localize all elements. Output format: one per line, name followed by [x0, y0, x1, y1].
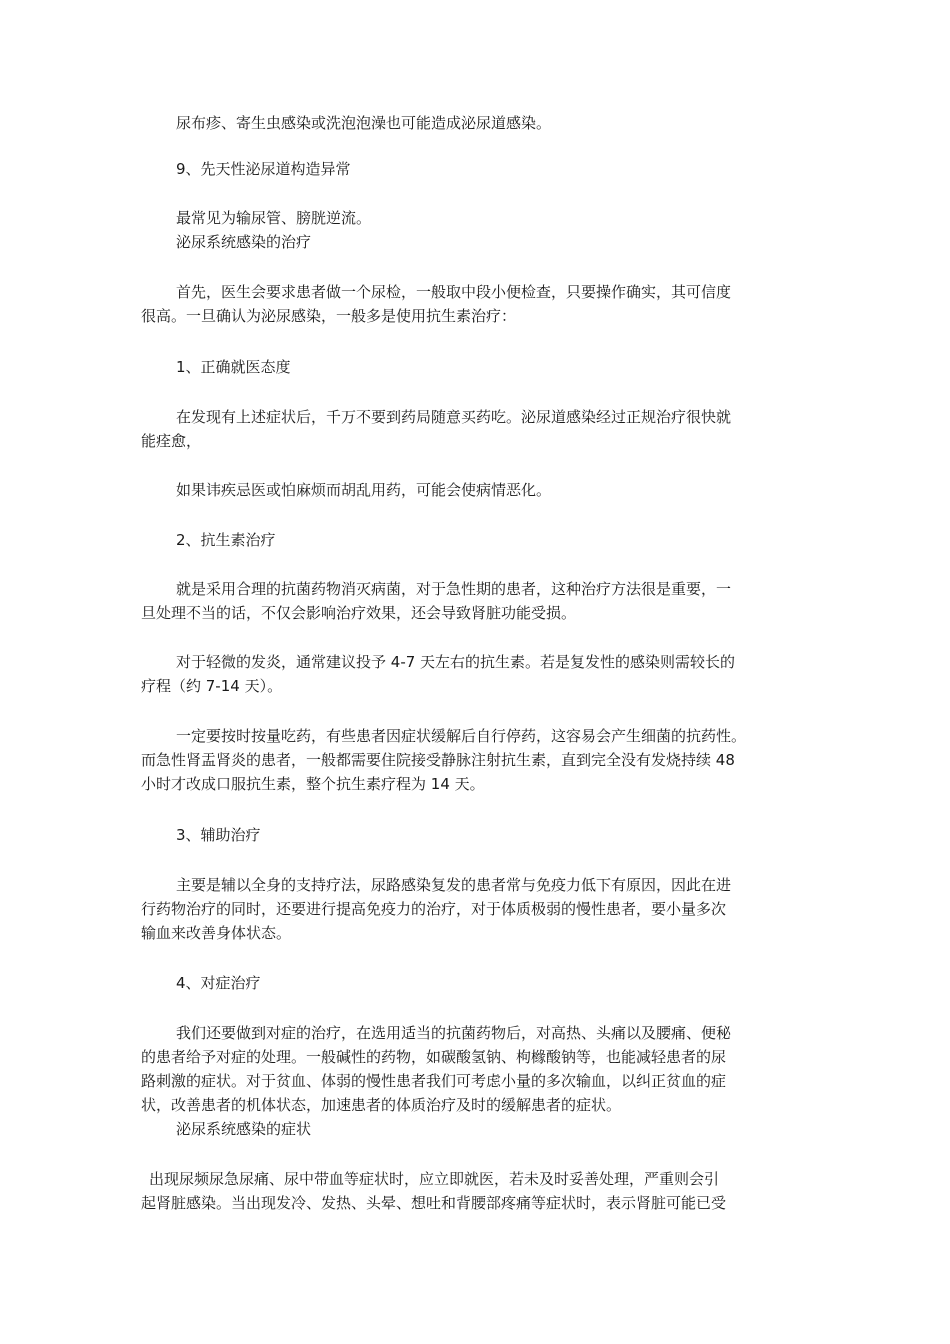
section-heading: 2、抗生素治疗: [176, 531, 276, 549]
text-line: 行药物治疗的同时，还要进行提高免疫力的治疗，对于体质极弱的慢性患者，要小量多次: [141, 900, 727, 918]
section-heading: 3、辅助治疗: [176, 826, 261, 844]
section-heading: 9、先天性泌尿道构造异常: [176, 160, 351, 178]
text-line: 的患者给予对症的处理。一般碱性的药物，如碳酸氢钠、枸橼酸钠等，也能减轻患者的尿: [141, 1048, 727, 1066]
text-line: 旦处理不当的话，不仅会影响治疗效果，还会导致肾脏功能受损。: [141, 604, 577, 622]
text-line: 如果讳疾忌医或怕麻烦而胡乱用药，可能会使病情恶化。: [176, 481, 552, 499]
section-heading: 1、正确就医态度: [176, 358, 291, 376]
text-line: 出现尿频尿急尿痛、尿中带血等症状时，应立即就医，若未及时妥善处理，严重则会引: [149, 1170, 720, 1188]
text-line: 在发现有上述症状后，千万不要到药局随意买药吃。泌尿道感染经过正规治疗很快就: [176, 408, 732, 426]
text-line: 状，改善患者的机体状态，加速患者的体质治疗及时的缓解患者的症状。: [141, 1096, 622, 1114]
text-line: 起肾脏感染。当出现发冷、发热、头晕、想吐和背腰部疼痛等症状时，表示肾脏可能已受: [141, 1194, 727, 1212]
text-line: 最常见为输尿管、膀胱逆流。: [176, 209, 372, 227]
text-line: 首先，医生会要求患者做一个尿检，一般取中段小便检查，只要操作确实，其可信度: [176, 283, 732, 301]
text-line: 尿布疹、寄生虫感染或洗泡泡澡也可能造成泌尿道感染。: [176, 114, 552, 132]
text-line: 对于轻微的发炎，通常建议投予 4-7 天左右的抗生素。若是复发性的感染则需较长的: [176, 653, 736, 671]
text-line: 路刺激的症状。对于贫血、体弱的慢性患者我们可考虑小量的多次输血，以纠正贫血的症: [141, 1072, 727, 1090]
text-line: 而急性肾盂肾炎的患者，一般都需要住院接受静脉注射抗生素，直到完全没有发烧持续 48: [141, 751, 735, 769]
section-title: 泌尿系统感染的治疗: [176, 233, 312, 251]
text-line: 输血来改善身体状态。: [141, 924, 292, 942]
text-line: 能痊愈，: [141, 432, 202, 450]
text-line: 一定要按时按量吃药，有些患者因症状缓解后自行停药，这容易会产生细菌的抗药性。: [176, 727, 747, 745]
text-line: 疗程（约 7-14 天）。: [141, 677, 283, 695]
text-line: 就是采用合理的抗菌药物消灭病菌，对于急性期的患者，这种治疗方法很是重要，一: [176, 580, 732, 598]
text-line: 我们还要做到对症的治疗，在选用适当的抗菌药物后，对高热、头痛以及腰痛、便秘: [176, 1024, 732, 1042]
section-title: 泌尿系统感染的症状: [176, 1120, 312, 1138]
text-line: 很高。一旦确认为泌尿感染，一般多是使用抗生素治疗：: [141, 307, 517, 325]
text-line: 主要是辅以全身的支持疗法，尿路感染复发的患者常与免疫力低下有原因，因此在进: [176, 876, 732, 894]
section-heading: 4、对症治疗: [176, 974, 261, 992]
text-line: 小时才改成口服抗生素，整个抗生素疗程为 14 天。: [141, 775, 485, 793]
